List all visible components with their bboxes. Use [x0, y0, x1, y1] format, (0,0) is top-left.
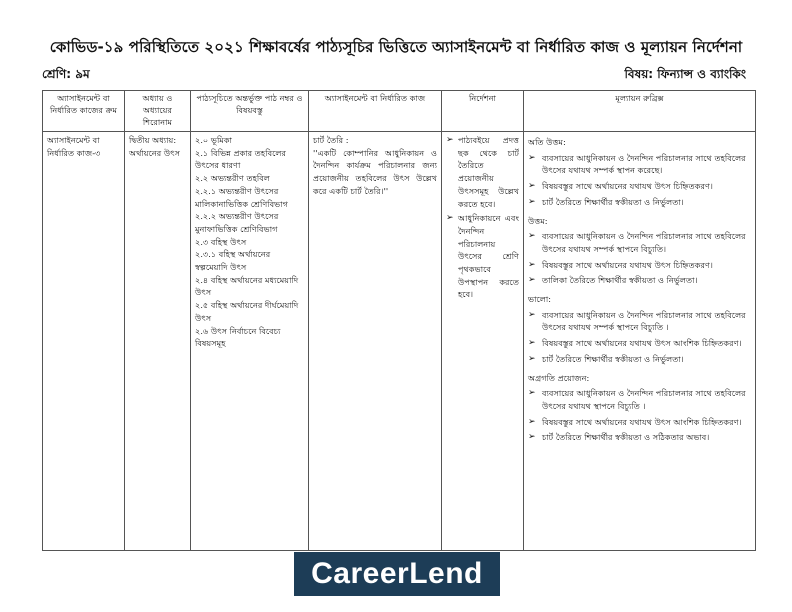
criterion-text: বিষয়বস্তুর সাথে অর্থায়নের যথাযথ উৎস চিহ্নিতকরণ। — [542, 181, 713, 192]
criterion-text: চার্ট তৈরিতে শিক্ষার্থীর স্বকীয়তা ও নির্ভুলতা। — [542, 196, 684, 207]
lesson-item: ২.৬ উৎস নির্বাচনে বিবেচ্য বিষয়সমূহ — [195, 325, 281, 349]
rubric-criterion — [528, 337, 751, 350]
rubric-criterion — [528, 431, 751, 444]
lesson-item: ২.২.১ অভ্যন্তরীণ উৎসের মালিকানাভিত্তিক শ্রেণিবিভাগ — [195, 185, 289, 209]
lesson-item: ২.৩.১ বহিস্থ অর্থায়নের স্বল্পমেয়াদি উৎস — [195, 249, 271, 273]
rubric-level: ভালো: — [528, 294, 551, 305]
arrow-bullet-icon: ➢ — [528, 416, 536, 427]
cell-chapter: দ্বিতীয় অধ্যায়: অর্থায়নের উৎস — [125, 132, 191, 551]
cell-directions — [442, 132, 524, 551]
careerlend-watermark-logo: CareerLend — [294, 552, 500, 596]
arrow-bullet-icon: ➢ — [528, 432, 536, 443]
lesson-item: ২.৫ বহিস্থ অর্থায়নের দীর্ঘমেয়াদি উৎস — [195, 300, 299, 323]
rubric-criterion — [528, 180, 751, 193]
rubric-level: অতি উত্তম: — [528, 137, 566, 147]
arrow-bullet-icon: ➢ — [528, 309, 536, 320]
criterion-text: বিষয়বস্তুর সাথে অর্থায়নের যথাযথ উৎস চিহ্নিতকরণ। — [542, 259, 713, 270]
arrow-bullet-icon: ➢ — [528, 259, 536, 270]
criterion-text: চার্ট তৈরিতে শিক্ষার্থীর স্বকীয়তা ও সঠিকতার অভাব। — [542, 432, 710, 443]
arrow-bullet-icon: ➢ — [528, 181, 536, 192]
rubric-criterion — [528, 230, 751, 255]
direction-item — [446, 134, 519, 210]
rubric-criterion — [528, 353, 751, 366]
arrow-bullet-icon: ➢ — [528, 338, 536, 349]
arrow-bullet-icon: ➢ — [446, 213, 454, 224]
direction-text: পাঠ্যবইয়ে প্রদত্ত ছক থেকে চার্ট তৈরিতে প্রয়োজনীয় উৎসসমূহ উল্লেখ করতে হবে। — [458, 135, 519, 209]
class-label: শ্রেণি: ৯ম — [42, 67, 90, 81]
header-directions: নির্দেশনা — [442, 91, 524, 132]
cell-task — [309, 132, 442, 551]
header-chapter: অধ্যায় ও অধ্যায়ের শিরোনাম — [125, 91, 191, 132]
criterion-text: ব্যবসায়ের আধুনিকায়ন ও দৈনন্দিন পরিচালনার সাথে তহবিলের উৎসের যথাযথ সম্পর্ক স্থাপনে বিচ্যুতি । — [542, 309, 746, 333]
criterion-text: বিষয়বস্তুর সাথে অর্থায়নের যথাযথ উৎস আংশিক চিহ্নিতকরণ। — [542, 416, 742, 427]
rubric-criterion — [528, 416, 751, 429]
table-header-row — [43, 91, 756, 132]
direction-item — [446, 212, 519, 301]
header-lessons: পাঠ্যসূচিতে অন্তর্ভুক্ত পাঠ নম্বর ও বিষয়বস্তু — [191, 91, 309, 132]
arrow-bullet-icon: ➢ — [528, 275, 536, 286]
criterion-text: চার্ট তৈরিতে শিক্ষার্থীর স্বকীয়তা ও নির্ভুলতা। — [542, 353, 684, 364]
page-title: কোভিড-১৯ পরিস্থিতিতে ২০২১ শিক্ষাবর্ষের পাঠ্যসূচির ভিত্তিতে অ্যাসাইনমেন্ট বা নির্ধারিত কাজ ও মূল্যায়ন নির্দেশনা — [49, 38, 743, 56]
rubric-criterion — [528, 387, 751, 412]
arrow-bullet-icon: ➢ — [528, 353, 536, 364]
cell-rubric — [524, 132, 756, 551]
assignment-table — [42, 90, 756, 551]
criterion-text: তালিকা তৈরিতে শিক্ষার্থীর স্বকীয়তা ও নির্ভুলতা। — [542, 275, 698, 286]
rubric-criterion — [528, 152, 751, 177]
header-rubric: মূল্যায়ন রুব্রিক্স — [524, 91, 756, 132]
table-row — [43, 132, 756, 551]
criterion-text: ব্যবসায়ের আধুনিকায়ন ও দৈনন্দিন পরিচালনার সাথে তহবিলের উৎসের যথাযথ সম্পর্ক স্থাপনে বিচ্যুতি। — [542, 231, 746, 254]
arrow-bullet-icon: ➢ — [446, 135, 454, 145]
lesson-item: ২.২.২ অভ্যন্তরীণ উৎসের মুনাফাভিত্তিক শ্রেণিবিভাগ — [195, 211, 279, 234]
lesson-item: ২.৪ বহিস্থ অর্থায়নের মধ্যমেয়াদি উৎস — [195, 274, 299, 298]
direction-text: আধুনিকায়নে এবং দৈনন্দিন পরিচালনায় উৎসের শ্রেণি পৃথকভাবে উপস্থাপন করতে হবে। — [458, 213, 519, 300]
lesson-item: ২.২ অভ্যন্তরীণ তহবিল — [195, 173, 270, 184]
arrow-bullet-icon: ➢ — [528, 152, 536, 163]
rubric-level: অগ্রগতি প্রয়োজন: — [528, 372, 590, 383]
lesson-item: ২.০ ভূমিকা — [195, 135, 232, 145]
arrow-bullet-icon: ➢ — [528, 231, 536, 242]
rubric-criterion — [528, 274, 751, 287]
criterion-text: বিষয়বস্তুর সাথে অর্থায়নের যথাযথ উৎস আংশিক চিহ্নিতকরণ। — [542, 338, 742, 349]
lesson-item: ২.১ বিভিন্ন প্রকার তহবিলের উৎসের ধারণা — [195, 147, 287, 171]
criterion-text: ব্যবসায়ের আধুনিকায়ন ও দৈনন্দিন পরিচালনার সাথে তহবিলের উৎসের যথাযথ সম্পর্ক স্থাপন করেছে। — [542, 152, 746, 176]
subject-label: বিষয়: ফিন্যান্স ও ব্যাংকিং — [624, 67, 746, 81]
task-body: ''একটি কোম্পানির আধুনিকায়ন ও দৈনন্দিন কার্যক্রম পরিচালনার জন্য প্রয়োজনীয় তহবিলের উৎস উল্লেখ করে একটি চার্ট তৈরি।'' — [313, 147, 437, 196]
criterion-text: ব্যবসায়ের আধুনিকায়ন ও দৈনন্দিন পরিচালনার সাথে তহবিলের উৎসের যথাযথ স্থাপনে বিচ্যুতি । — [542, 388, 746, 411]
task-heading: চার্ট তৈরি : — [313, 135, 349, 145]
lesson-item: ২.৩ বহিস্থ উৎস — [195, 236, 247, 247]
rubric-criterion — [528, 196, 751, 209]
cell-lessons — [191, 132, 309, 551]
arrow-bullet-icon: ➢ — [528, 196, 536, 207]
arrow-bullet-icon: ➢ — [528, 388, 536, 399]
header-assignment-no: অ্যাসাইনমেন্ট বা নির্ধারিত কাজের ক্রম — [43, 91, 125, 132]
rubric-criterion — [528, 309, 751, 334]
header-task: অ্যাসাইনমেন্ট বা নির্ধারিত কাজ — [309, 91, 442, 132]
cell-assignment-no: অ্যাসাইনমেন্ট বা নির্ধারিত কাজ-৩ — [43, 132, 125, 551]
rubric-criterion — [528, 259, 751, 272]
rubric-level: উত্তম: — [528, 215, 548, 226]
